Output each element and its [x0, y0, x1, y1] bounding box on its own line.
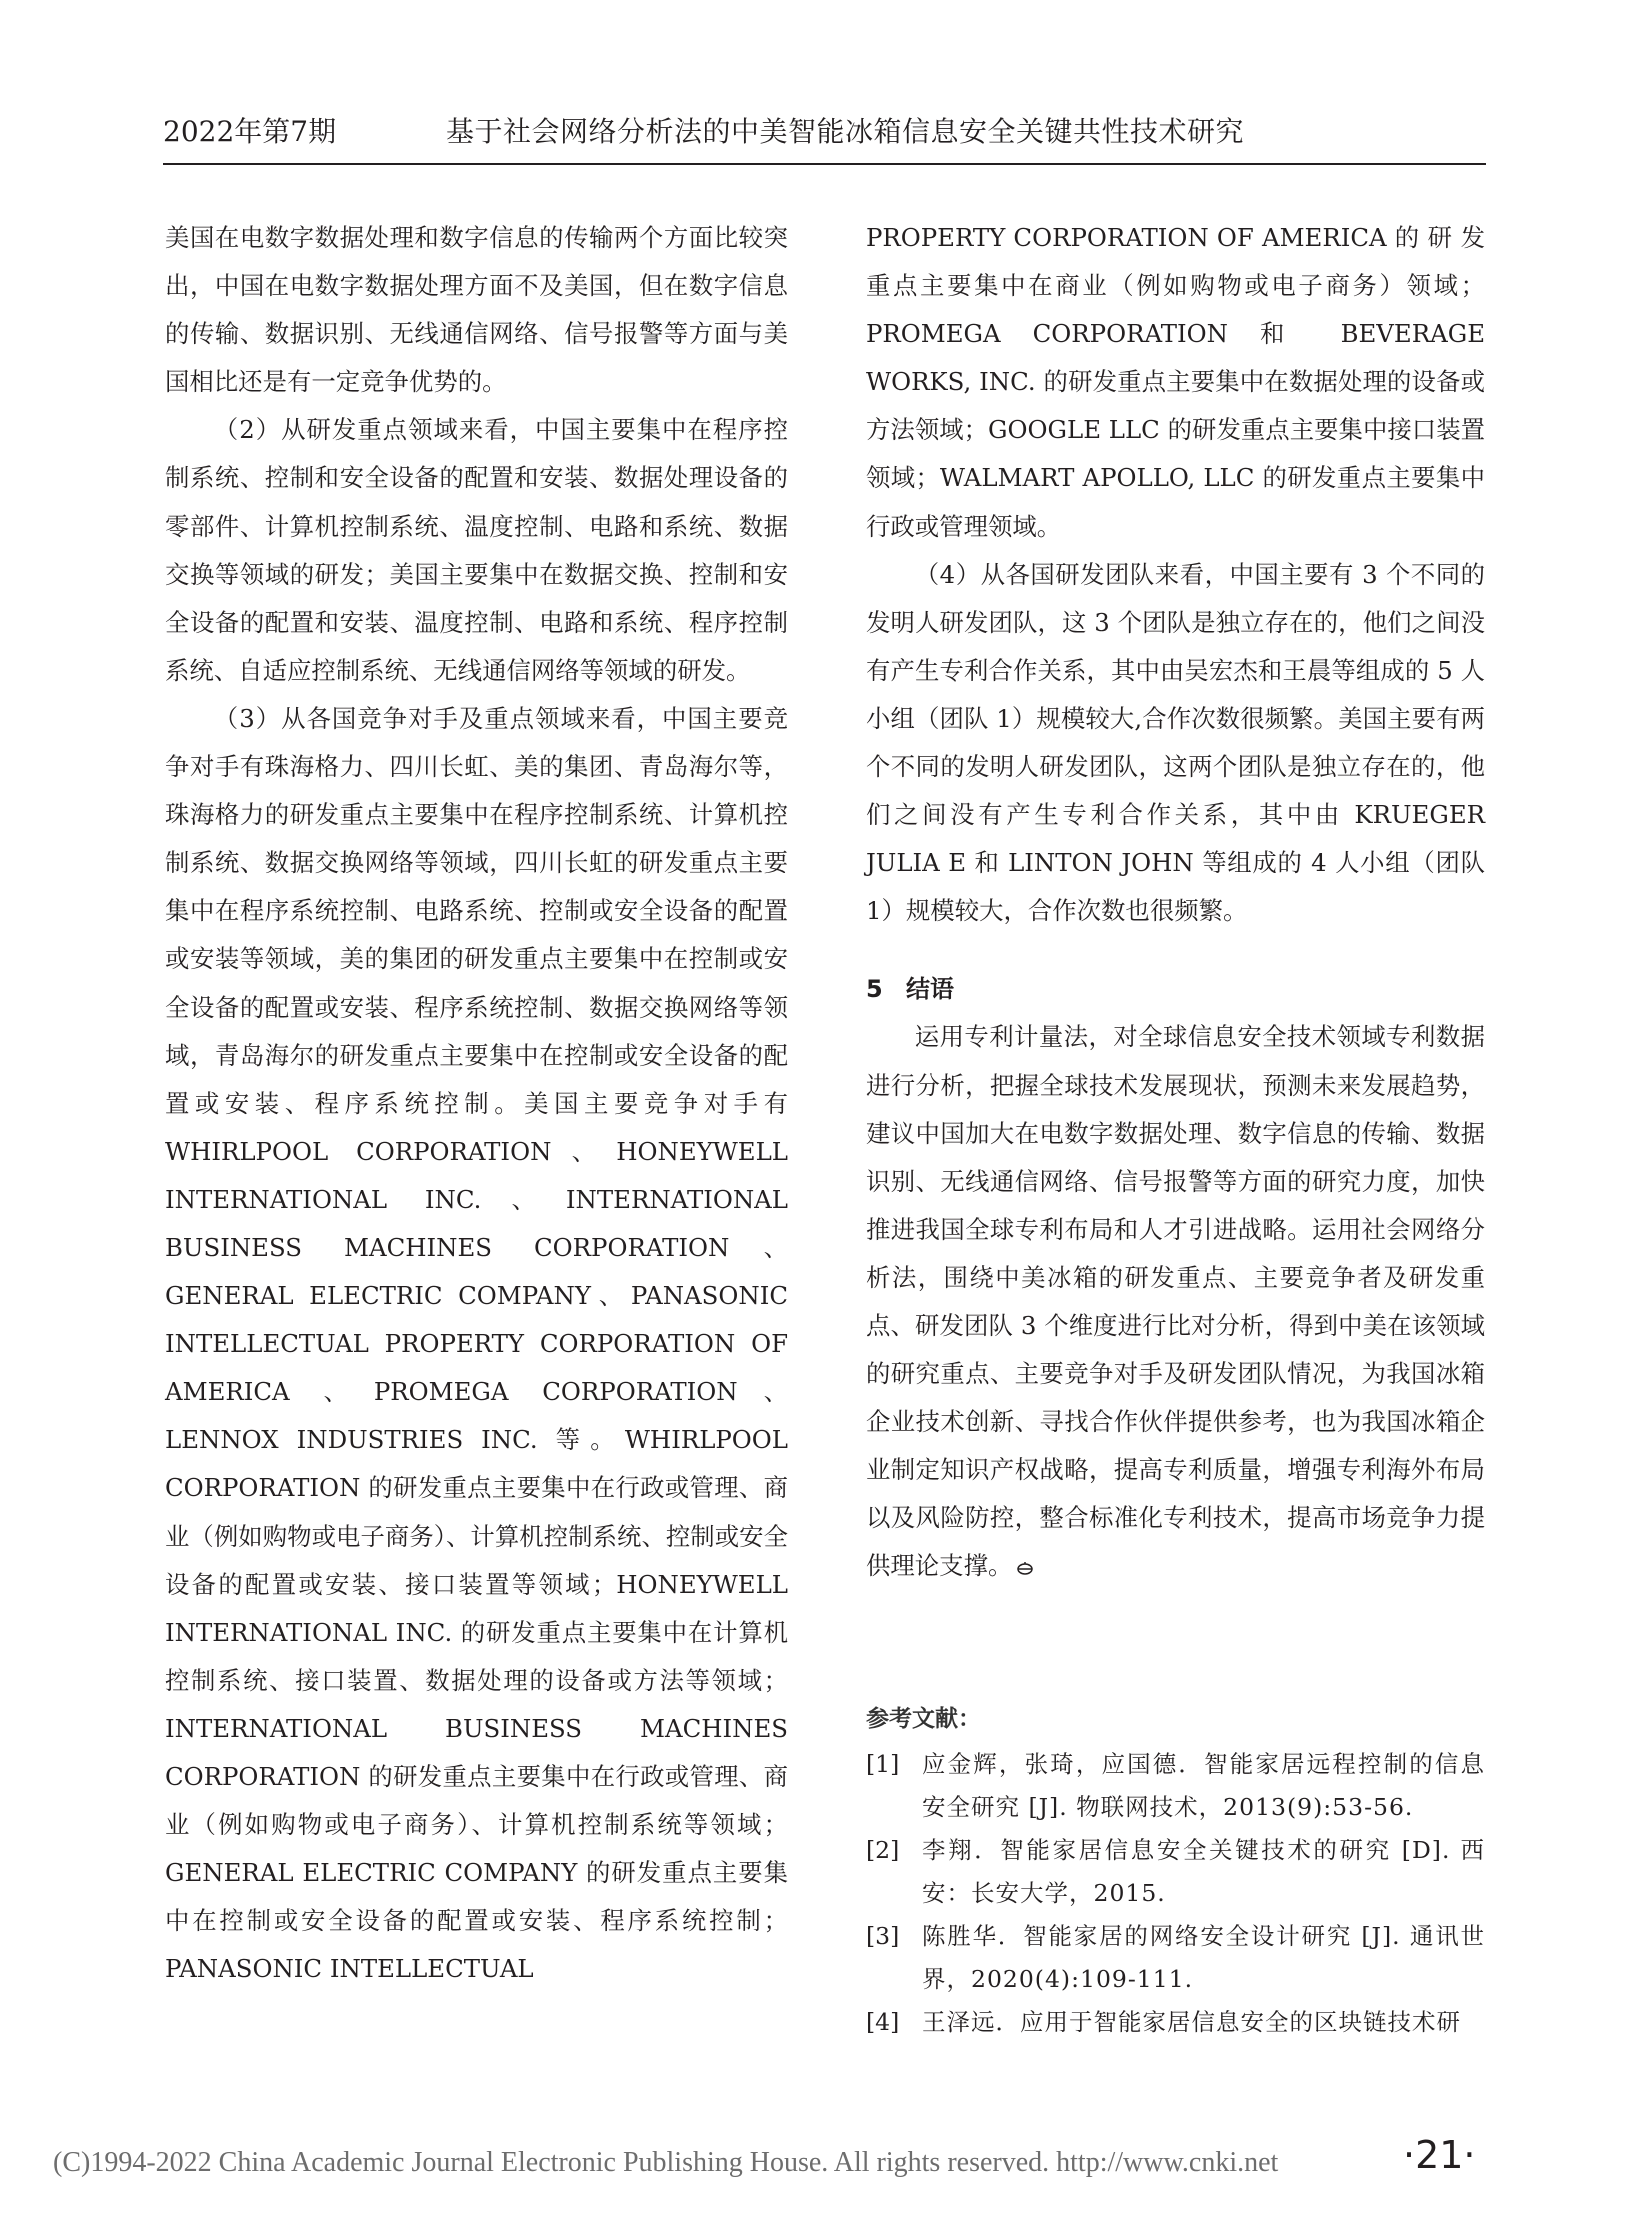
reference-item: [866, 2001, 1485, 2044]
copyright-watermark: (C)1994-2022 China Academic Journal Electronic Publishing House. All rights reserved. http://www.cnki.net: [53, 2147, 1279, 2178]
reference-number: [3]: [866, 1922, 900, 1950]
conclusion-paragraph: [866, 1013, 1485, 1590]
left-column: [165, 214, 788, 1993]
reference-text: 陈胜华．智能家居的网络安全设计研究 [J]. 通讯世界，2020(4):109-111.: [922, 1922, 1485, 1993]
reference-text: 李翔．智能家居信息安全关键技术的研究 [D]. 西安：长安大学，2015.: [922, 1836, 1485, 1907]
references-title: 参考文献：: [866, 1706, 981, 1732]
section-title: 结语: [906, 975, 954, 1004]
section-heading: [866, 965, 1485, 1013]
reference-number: [2]: [866, 1836, 900, 1864]
right-column: [866, 214, 1485, 1591]
page-number: ·21·: [1403, 2133, 1476, 2177]
references-section: [866, 1699, 1485, 2044]
journal-issue: 2022年第7期: [163, 115, 337, 148]
running-title: 基于社会网络分析法的中美智能冰箱信息安全关键共性技术研究: [446, 115, 1245, 148]
end-of-article-icon: [1016, 1561, 1034, 1575]
reference-item: [866, 1915, 1485, 2001]
reference-number: [4]: [866, 2008, 900, 2036]
reference-text: 应金辉，张琦，应国德．智能家居远程控制的信息安全研究 [J]. 物联网技术，2013(9):53-56.: [922, 1750, 1485, 1821]
paragraph-research-focus: （2）从研发重点领域来看，中国主要集中在程序控制系统、控制和安全设备的配置和安装、数据处理设备的零部件、计算机控制系统、温度控制、电路和系统、数据交换等领域的研发；美国主要集中在数据交换、控制和安全设备的配置和安装、温度控制、电路和系统、程序控制系统、自适应控制系统、无线通信网络等领域的研发。: [165, 415, 788, 685]
section-number: 5: [866, 975, 883, 1004]
reference-text: 王泽远．应用于智能家居信息安全的区块链技术研: [922, 2008, 1461, 2036]
reference-item: [866, 1829, 1485, 1915]
paragraph-continued-right: PROPERTY CORPORATION OF AMERICA 的 研 发重点主要集中在商业（例如购物或电子商务）领域；PROMEGA CORPORATION 和 BEVERAGE WORKS, INC. 的研发重点主要集中在数据处理的设备或方法领域；GOOGLE LLC 的研发重点主要集中接口装置领域；WALMART APOLLO, LLC 的研发重点主要集中行政或管理领域。: [866, 223, 1485, 541]
paragraph-continued: 美国在电数字数据处理和数字信息的传输两个方面比较突出，中国在电数字数据处理方面不及美国，但在数字信息的传输、数据识别、无线通信网络、信号报警等方面与美国相比还是有一定竞争优势的。: [165, 223, 788, 397]
header-rule: [163, 163, 1486, 165]
paragraph-competitors: （3）从各国竞争对手及重点领域来看，中国主要竞争对手有珠海格力、四川长虹、美的集团、青岛海尔等，珠海格力的研发重点主要集中在程序控制系统、计算机控制系统、数据交换网络等领域，四川长虹的研发重点主要集中在程序系统控制、电路系统、控制或安全设备的配置或安装等领域，美的集团的研发重点主要集中在控制或安全设备的配置或安装、程序系统控制、数据交换网络等领域，青岛海尔的研发重点主要集中在控制或安全设备的配置或安装、程序系统控制。美国主要竞争对手有 WHIRLPOOL CORPORATION、HONEYWELL INTERNATIONAL INC.、INTERNATIONAL BUSINESS MACHINES CORPORATION、GENERAL ELECTRIC COMPANY、PANASONIC INTELLECTUAL PROPERTY CORPORATION OF AMERICA 、PROMEGA CORPORATION、LENNOX INDUSTRIES INC. 等。WHIRLPOOL CORPORATION 的研发重点主要集中在行政或管理、商业（例如购物或电子商务）、计算机控制系统、控制或安全设备的配置或安装、接口装置等领域；HONEYWELL INTERNATIONAL INC. 的研发重点主要集中在计算机控制系统、接口装置、数据处理的设备或方法等领域；INTERNATIONAL BUSINESS MACHINES CORPORATION 的研发重点主要集中在行政或管理、商业（例如购物或电子商务）、计算机控制系统等领域；GENERAL ELECTRIC COMPANY 的研发重点主要集中在控制或安全设备的配置或安装、程序系统控制；PANASONIC INTELLECTUAL: [165, 703, 788, 1984]
paragraph-research-teams: （4）从各国研发团队来看，中国主要有 3 个不同的发明人研发团队，这 3 个团队是独立存在的，他们之间没有产生专利合作关系，其中由吴宏杰和王晨等组成的 5 人小组（团队 1）规模较大,合作次数很频繁。美国主要有两个不同的发明人研发团队，这两个团队是独立存在的，他们之间没有产生专利合作关系，其中由 KRUEGER JULIA E 和 LINTON JOHN 等组成的 4 人小组（团队 1）规模较大，合作次数也很频繁。: [866, 559, 1485, 926]
running-header: [163, 104, 1483, 154]
conclusion-text: 运用专利计量法，对全球信息安全技术领域专利数据进行分析，把握全球技术发展现状，预测未来发展趋势，建议中国加大在电数字数据处理、数字信息的传输、数据识别、无线通信网络、信号报警等方面的研究力度，加快推进我国全球专利布局和人才引进战略。运用社会网络分析法，围绕中美冰箱的研发重点、主要竞争者及研发重点、研发团队 3 个维度进行比对分析，得到中美在该领域的研究重点、主要竞争对手及研发团队情况，为我国冰箱企业技术创新、寻找合作伙伴提供参考，也为我国冰箱企业制定知识产权战略，提高专利质量，增强专利海外布局以及风险防控，整合标准化专利技术，提高市场竞争力提供理论支撑。: [866, 1022, 1485, 1581]
reference-number: [1]: [866, 1750, 900, 1778]
reference-item: [866, 1743, 1485, 1829]
